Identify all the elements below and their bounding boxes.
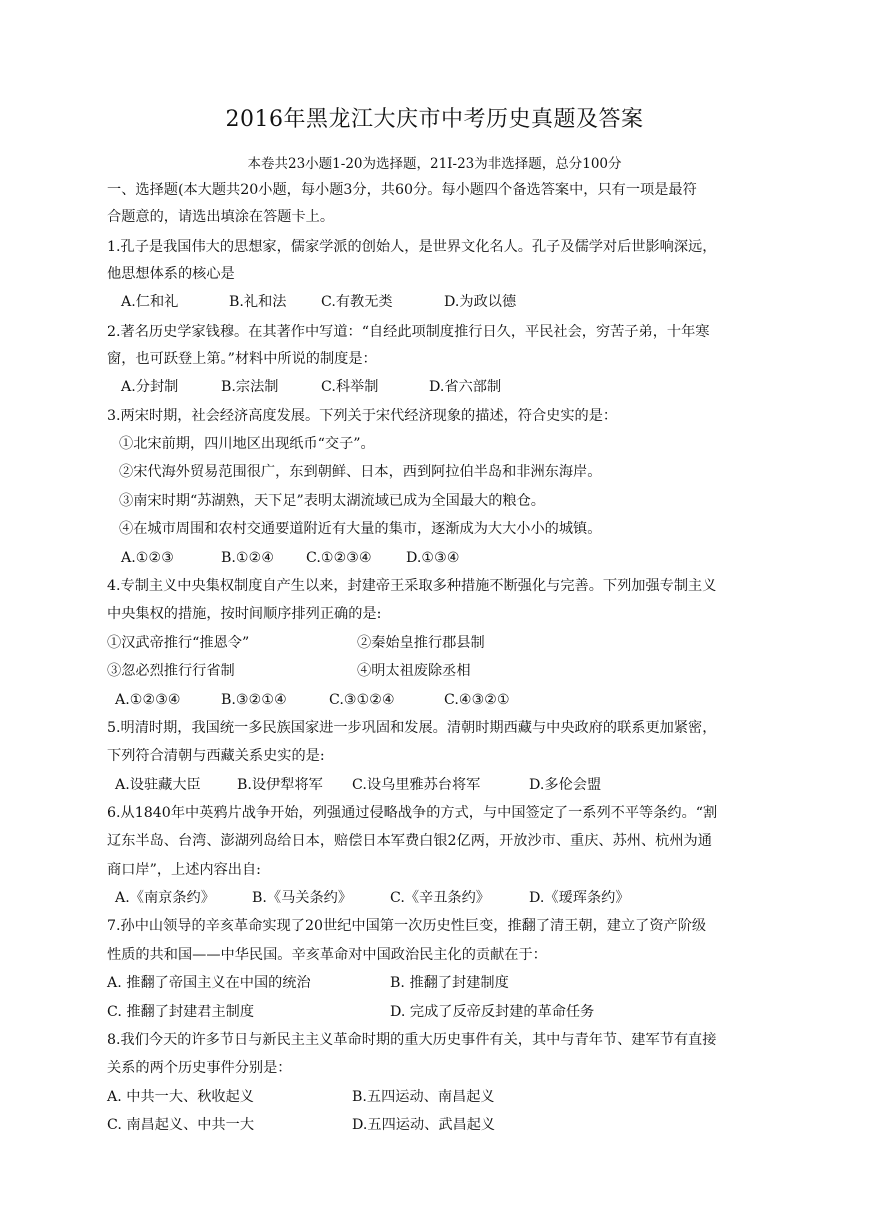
q6-option-c: C.《辛丑条约》 xyxy=(390,890,490,906)
q1-option-a: A.仁和礼 xyxy=(121,294,179,310)
question-8-stem: 8.我们今天的许多节日与新民主主义革命时期的重大历史事件有关，其中与青年节、建军节有直接 xyxy=(107,1032,717,1048)
q5-option-d: D.多伦会盟 xyxy=(529,777,602,793)
q6-option-d: D.《瑷珲条约》 xyxy=(529,890,630,906)
q8-option-a: A. 中共一大、秋收起义 xyxy=(107,1089,254,1105)
q8-option-b: B.五四运动、南昌起义 xyxy=(352,1089,495,1105)
question-4-stem: 4.专制主义中央集权制度自产生以来，封建帝王采取多种措施不断强化与完善。下列加强专制主义 xyxy=(107,578,717,594)
question-8-stem-cont: 关系的两个历史事件分别是： xyxy=(107,1060,292,1076)
question-7-stem: 7.孙中山领导的辛亥革命实现了20世纪中国第一次历史性巨变，推翻了清王朝，建立了资产阶级 xyxy=(107,918,707,934)
q8-option-c: C. 南昌起义、中共一大 xyxy=(107,1117,255,1133)
q2-option-c: C.科举制 xyxy=(321,379,379,395)
question-7-stem-cont: 性质的共和国——中华民国。辛亥革命对中国政治民主化的贡献在于： xyxy=(107,947,547,963)
question-4-stem-cont: 中央集权的措施，按时间顺序排列正确的是: xyxy=(107,606,382,622)
question-6-stem-cont-2: 商口岸”，上述内容出自: xyxy=(107,862,261,878)
q6-option-b: B.《马关条约》 xyxy=(252,890,353,906)
q7-option-a: A. 推翻了帝国主义在中国的统治 xyxy=(107,975,311,991)
q3-option-b: B.①②④ xyxy=(221,550,275,566)
q5-option-a: A.设驻藏大臣 xyxy=(115,777,201,793)
question-3-stem: 3.两宋时期，社会经济高度发展。下列关于宋代经济现象的描述，符合史实的是： xyxy=(107,408,618,424)
q1-option-c: C.有教无类 xyxy=(321,294,393,310)
q1-option-b: B.礼和法 xyxy=(229,294,287,310)
question-2-stem: 2.著名历史学家钱穆。在其著作中写道：“自经此项制度推行日久，平民社会，穷苦子弟，十年寒 xyxy=(107,324,710,340)
q4-item-1: ①汉武帝推行“推恩令” xyxy=(107,635,250,651)
question-1-stem-cont: 他思想体系的核心是 xyxy=(107,266,235,282)
q2-option-a: A.分封制 xyxy=(121,379,179,395)
q4-option-c: C.③①②④ xyxy=(329,692,395,708)
q4-item-4: ④明太祖废除丞相 xyxy=(357,663,471,679)
page-title: 2016年黑龙江大庆市中考历史真题及答案 xyxy=(225,107,644,132)
q7-option-d: D. 完成了反帝反封建的革命任务 xyxy=(390,1004,595,1020)
q6-option-a: A.《南京条约》 xyxy=(115,890,215,906)
q2-option-b: B.宗法制 xyxy=(221,379,279,395)
q7-option-b: B. 推翻了封建制度 xyxy=(390,975,509,991)
q4-item-3: ③忽必烈推行行省制 xyxy=(107,663,235,679)
q3-item-1: ①北宋前期，四川地区出现纸币“交子”。 xyxy=(119,436,375,452)
exam-instructions: 本卷共23小题1-20为选择题，21I-23为非选择题，总分100分 xyxy=(247,156,622,172)
q7-option-c: C. 推翻了封建君主制度 xyxy=(107,1004,255,1020)
q2-option-d: D.省六部制 xyxy=(429,379,502,395)
section-heading: 一、选择题(本大题共20小题，每小题3分，共60分。每小题四个备选答案中，只有一项是最符 xyxy=(107,182,697,198)
q3-option-d: D.①③④ xyxy=(406,550,460,566)
q3-item-2: ②宋代海外贸易范围很广，东到朝鲜、日本，西到阿拉伯半岛和非洲东海岸。 xyxy=(119,464,602,480)
section-heading-cont: 合题意的，请选出填涂在答题卡上。 xyxy=(107,209,335,225)
q4-item-2: ②秦始皇推行郡县制 xyxy=(357,635,485,651)
q5-option-b: B.设伊犁将军 xyxy=(237,777,323,793)
q3-item-4: ④在城市周围和农村交通要道附近有大量的集市，逐渐成为大大小小的城镇。 xyxy=(119,521,602,537)
q3-option-a: A.①②③ xyxy=(121,550,174,566)
question-5-stem-cont: 下列符合清朝与西藏关系史实的是: xyxy=(107,748,325,764)
question-6-stem: 6.从1840年中英鸦片战争开始，列强通过侵略战争的方式，与中国签定了一系列不平等条约。“割 xyxy=(107,805,718,821)
q5-option-c: C.设乌里雅苏台将军 xyxy=(352,777,481,793)
question-1-stem: 1.孔子是我国伟大的思想家，儒家学派的创始人，是世界文化名人。孔子及儒学对后世影响深远， xyxy=(107,239,717,255)
q4-option-d: C.④③②① xyxy=(444,692,510,708)
question-5-stem: 5.明清时期，我国统一多民族国家进一步巩固和发展。清朝时期西藏与中央政府的联系更加紧密， xyxy=(107,720,717,736)
q4-option-a: A.①②③④ xyxy=(115,692,181,708)
q4-option-b: B.③②①④ xyxy=(221,692,287,708)
q1-option-d: D.为政以德 xyxy=(444,294,517,310)
question-2-stem-cont: 窗，也可跃登上第。”材料中所说的制度是： xyxy=(107,351,377,367)
q3-item-3: ③南宋时期“苏湖熟，天下足”表明太湖流域已成为全国最大的粮仓。 xyxy=(119,493,545,509)
q8-option-d: D.五四运动、武昌起义 xyxy=(352,1117,496,1133)
q3-option-c: C.①②③④ xyxy=(306,550,372,566)
question-6-stem-cont: 辽东半岛、台湾、澎湖列岛给日本，赔偿日本军费白银2亿两，开放沙市、重庆、苏州、杭州为通 xyxy=(107,833,712,849)
